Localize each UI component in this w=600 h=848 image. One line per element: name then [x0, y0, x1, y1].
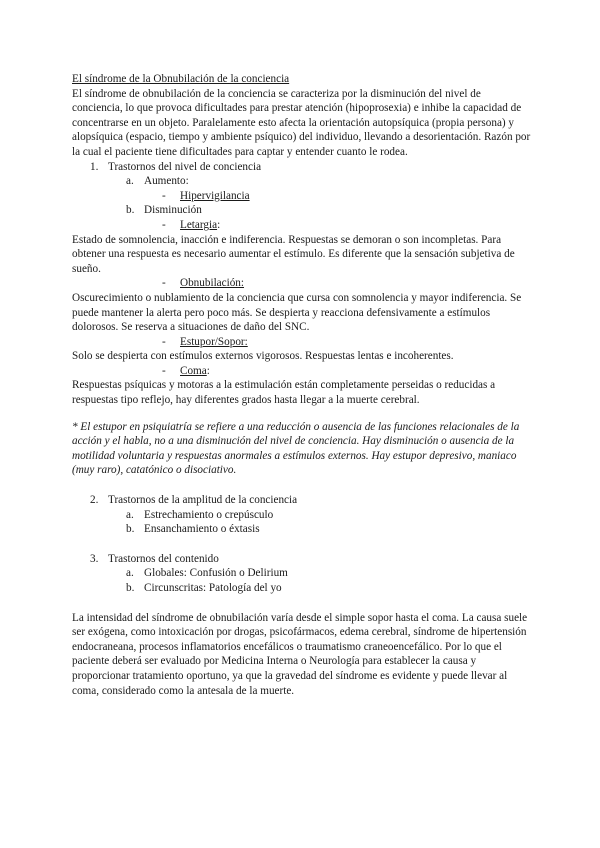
section-2-title: Trastornos de la amplitud de la conciencia: [108, 494, 298, 507]
term-label: Coma: [180, 364, 207, 377]
sub-letter: b.: [126, 204, 135, 217]
conclusion-paragraph: La intensidad del síndrome de obnubilación varía desde el simple sopor hasta el coma. La causa suele ser exógena, como intoxicación por drogas, psicofármacos, edema cerebral, síndrome de hipertensión endocraneana, procesos inflamatorios encefálicos o traumatismo craneoencefálico. Por lo que el paciente deberá ser evaluado por Medicina Interna o Neurología para establecer la causa y proporcionar tratamiento oportuno, ya que la gravedad del síndrome es evidente y puede llevar al coma, considerado como la antesala de la muerte.: [72, 611, 528, 697]
term-obnubilacion: [72, 276, 532, 291]
list-number: 2.: [90, 494, 99, 507]
sub-letter: a.: [126, 175, 134, 188]
term-suffix: :: [217, 218, 221, 231]
document-title: El síndrome de la Obnubilación de la conciencia: [72, 73, 290, 85]
term-hipervigilancia: [72, 189, 532, 204]
sub-item-estrechamiento: [72, 508, 532, 523]
coma-description: Respuestas psíquicas y motoras a la estimulación están completamente perseidas o reducidas a respuestas tipo reflejo, hay diferentes grados hasta llegar a la muerte cerebral.: [72, 379, 496, 407]
sub-letter: b.: [126, 582, 135, 594]
sub-item-label: Circunscritas: Patología del yo: [144, 582, 282, 594]
letargia-description: Estado de somnolencia, inacción e indiferencia. Respuestas se demoran o son incompletas. Para obtener una respuesta es necesario aumentar el estímulo. Es diferente que la sensación subjetiva de sueño.: [72, 233, 515, 275]
document-page: [72, 72, 532, 698]
section-1-title: Trastornos del nivel de conciencia: [108, 160, 262, 173]
estupor-description: Solo se despierta con estímulos externos vigorosos. Respuestas lentas e incoherentes.: [72, 350, 454, 363]
estupor-note: * El estupor en psiquiatría se refiere a una reducción o ausencia de las funciones relacionales de la acción y el habla, no a una disminución del nivel de conciencia. Hay disminución o ausencia de la motilidad voluntaria y respuestas anormales a estímulos externos. Hay estupor depresivo, maniaco (muy raro), catatónico o disociativo.: [72, 420, 520, 477]
sub-item-ensanchamiento: [72, 522, 532, 537]
sub-item-circunscritas: [72, 581, 532, 596]
term-label: Estupor/Sopor:: [180, 335, 248, 348]
term-suffix: :: [206, 364, 210, 377]
obnubilacion-description: Oscurecimiento o nublamiento de la conciencia que cursa con somnolencia y mayor indiferencia. Se puede mantener la alerta pero poco más. Se despierta y reacciona defensivamente a estímulos dolorosos. Se reserva a situaciones de daño del SNC.: [72, 291, 522, 334]
dash-bullet: -: [162, 335, 166, 348]
term-letargia: [72, 218, 532, 233]
sub-letter: b.: [126, 523, 135, 536]
sub-item-label: Aumento:: [144, 175, 189, 188]
section-2-heading: [72, 493, 532, 508]
section-3-heading: [72, 552, 532, 567]
section-1-heading: [72, 160, 532, 175]
section-3-title: Trastornos del contenido: [108, 552, 219, 565]
term-label: Letargia: [180, 218, 218, 231]
sub-letter: a.: [126, 567, 134, 580]
term-label: Hipervigilancia: [180, 189, 250, 202]
sub-item-disminucion: [72, 203, 532, 218]
list-number: 1.: [90, 160, 99, 173]
dash-bullet: -: [162, 277, 166, 290]
dash-bullet: -: [162, 189, 166, 202]
sub-item-label: Ensanchamiento o éxtasis: [144, 523, 260, 536]
term-estupor: [72, 335, 532, 350]
sub-item-label: Globales: Confusión o Delirium: [144, 567, 288, 580]
term-label: Obnubilación:: [180, 277, 245, 290]
sub-item-aumento: [72, 174, 532, 189]
dash-bullet: -: [162, 218, 166, 231]
intro-paragraph: El síndrome de obnubilación de la conciencia se caracteriza por la disminución del nivel de conciencia, lo que provoca dificultades para prestar atención (hipoprosexia) e inhibe la capacidad de concentrarse en un objeto. Paralelamente esto afecta la orientación autopsíquica (propia persona) y alopsíquica (espacio, tiempo y ambiente psíquico) del individuo, llevando a desorientación. Razón por la cual el paciente tiene dificultades para captar y entender cuanto le rodea.: [72, 87, 531, 158]
dash-bullet: -: [162, 364, 166, 377]
sub-letter: a.: [126, 508, 134, 521]
sub-item-label: Disminución: [144, 204, 202, 217]
sub-item-globales: [72, 566, 532, 581]
term-coma: [72, 364, 532, 379]
list-number: 3.: [90, 552, 99, 565]
sub-item-label: Estrechamiento o crepúsculo: [144, 508, 274, 521]
